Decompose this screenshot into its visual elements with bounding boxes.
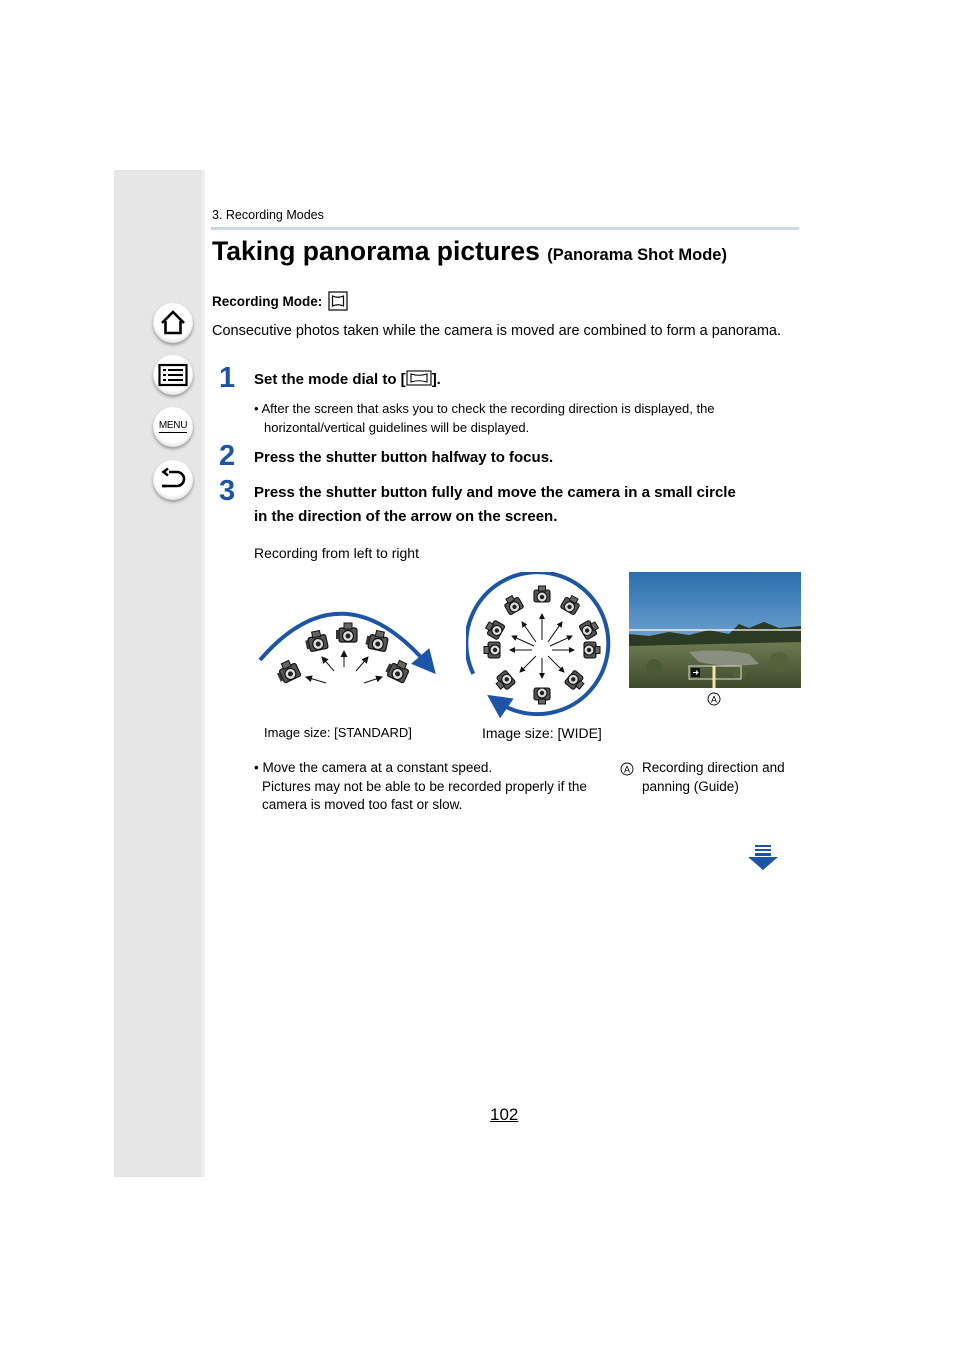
legend-text xyxy=(642,759,785,796)
page-subtitle: (Panorama Shot Mode) xyxy=(547,246,727,264)
menu-icon: MENU xyxy=(158,420,188,431)
contents-list-icon xyxy=(158,363,188,387)
sidebar-edge xyxy=(202,170,205,1177)
step-2-number: 2 xyxy=(219,440,236,472)
legend-marker-a-letter: A xyxy=(623,764,631,775)
recording-mode-label: Recording Mode: xyxy=(212,293,323,309)
recording-mode xyxy=(212,291,348,311)
legend-marker-a xyxy=(620,762,634,776)
step-1-text-after: ]. xyxy=(431,371,441,388)
step-2-text: Press the shutter button halfway to focus. xyxy=(254,449,554,466)
page-number: 102 xyxy=(490,1105,519,1124)
intro-text: Consecutive photos taken while the camera is moved are combined to form a panorama. xyxy=(212,323,782,339)
speed-note-line3: camera is moved too fast or slow. xyxy=(262,797,463,812)
step-3-number: 3 xyxy=(219,475,236,507)
step-1-note-line1: After the screen that asks you to check the recording direction is displayed, the xyxy=(261,401,715,416)
contents-button[interactable] xyxy=(153,355,193,395)
panorama-dial-icon xyxy=(406,370,432,386)
header-rule xyxy=(211,227,799,230)
legend-line2: panning (Guide) xyxy=(642,778,739,794)
step-3-text xyxy=(254,481,736,529)
step-1-note-line2: horizontal/vertical guidelines will be displayed. xyxy=(264,419,530,435)
panorama-screen-photo xyxy=(629,572,801,688)
speed-note-line2: Pictures may not be able to be recorded properly if the xyxy=(262,778,587,794)
back-icon xyxy=(159,467,187,493)
wide-size-illustration xyxy=(466,572,618,724)
landscape-image xyxy=(629,572,801,688)
panorama-mode-icon xyxy=(328,291,348,311)
standard-caption: Image size: [STANDARD] xyxy=(264,725,412,740)
standard-size-illustration xyxy=(252,595,442,700)
callout-marker-a-letter: A xyxy=(710,694,718,705)
step-3-line1: Press the shutter button fully and move the camera in a small circle xyxy=(254,484,736,501)
step-1-text-before: Set the mode dial to [ xyxy=(254,371,406,388)
step-3-line2: in the direction of the arrow on the screen. xyxy=(254,508,558,525)
title-text: Taking panorama pictures xyxy=(212,236,540,266)
callout-marker-a xyxy=(707,692,721,706)
step-1-number: 1 xyxy=(219,362,236,394)
speed-note: • Move the camera at a constant speed. Pictures may not be able to be recorded properly if the camera is moved too fast or slow. xyxy=(254,759,587,815)
step-1-text xyxy=(254,368,441,392)
recording-direction-label: Recording from left to right xyxy=(254,545,419,561)
next-page-arrow-icon[interactable] xyxy=(747,845,779,871)
wide-caption: Image size: [WIDE] xyxy=(482,725,602,741)
menu-button[interactable] xyxy=(153,407,193,447)
home-icon xyxy=(159,309,187,337)
home-button[interactable] xyxy=(153,303,193,343)
breadcrumb: 3. Recording Modes xyxy=(212,208,324,222)
back-button[interactable] xyxy=(153,460,193,500)
legend-line1: Recording direction and xyxy=(642,760,785,775)
step-1-note: • After the screen that asks you to check the recording direction is displayed, the horizontal/vertical guidelines will be displayed. xyxy=(254,400,715,437)
speed-note-line1: Move the camera at a constant speed. xyxy=(262,760,493,775)
page-title xyxy=(212,236,727,267)
